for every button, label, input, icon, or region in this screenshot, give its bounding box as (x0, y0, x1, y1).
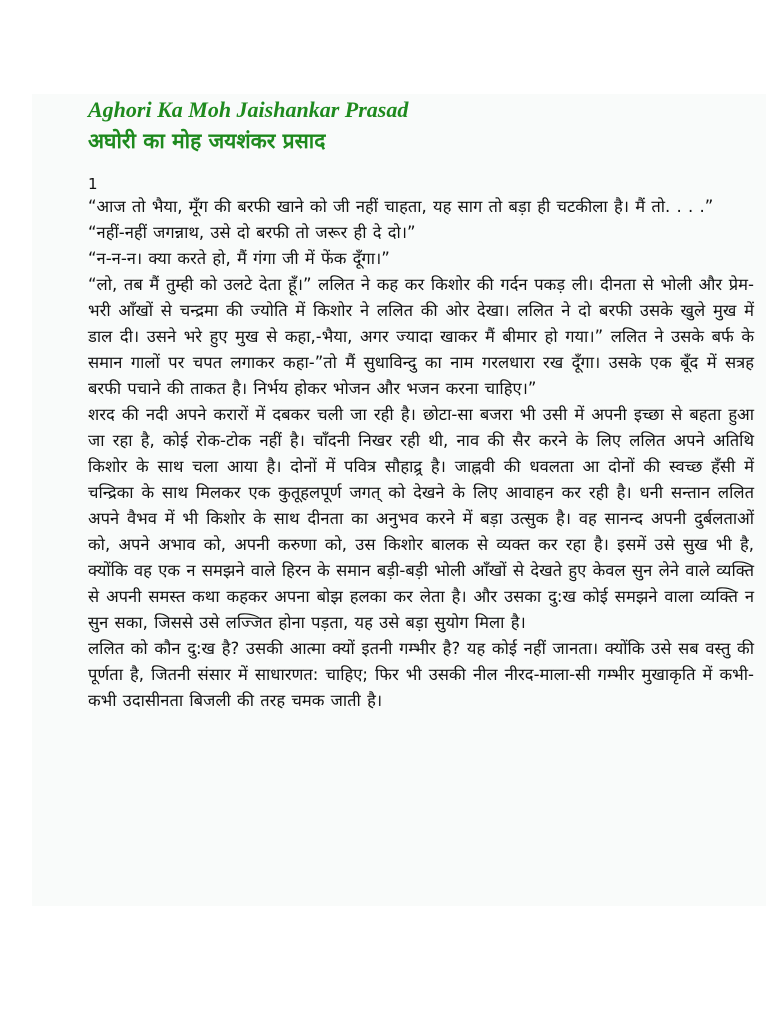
paragraph-5: शरद की नदी अपने करारों में दबकर चली जा रही है। छोटा-सा बजरा भी उसी में अपनी इच्छा से बहता हुआ जा रहा है, कोई रोक-टोक नहीं है। चाँदनी निखर रही थी, नाव की सैर करने के लिए ललित अपने अतिथि किशोर के साथ चला आया है। दोनों में पवित्र सौहाद्र्र है। जाह्नवी की धवलता आ दोनों की स्वच्छ हँसी में चन्द्रिका के साथ मिलकर एक कुतूहलपूर्ण जगत् को देखने के लिए आवाहन कर रही है। धनी सन्तान ललित अपने वैभव में भी किशोर के साथ दीनता का अनुभव करने में बड़ा उत्सुक है। वह सानन्द अपनी दुर्बलताओं को, अपने अभाव को, अपनी करुणा को, उस किशोर बालक से व्यक्त कर रहा है। इसमें उसे सुख भी है, क्योंकि वह एक न समझने वाले हिरन के समान बड़ी-बड़ी भोली आँखों से देखते हुए केवल सुन लेने वाले व्यक्ति से अपनी समस्त कथा कहकर अपना बोझ हलका कर लेता है। और उसका दु:ख कोई समझने वाला व्यक्ति न सुन सका, जिससे उसे लज्जित होना पड़ता, यह उसे बड़ा सुयोग मिला है। (88, 405, 754, 632)
paragraph-4: “लो, तब मैं तुम्ही को उलटे देता हूँ।” ललित ने कह कर किशोर की गर्दन पकड़ ली। दीनता से भोली और प्रेम-भरी आँखों से चन्द्रमा की ज्योति में किशोर ने ललित की ओर देखा। ललित ने दो बरफी उसके खुले मुख में डाल दी। उसने भरे हुए मुख से कहा,-भैया, अगर ज्यादा खाकर मैं बीमार हो गया।” ललित ने उसके बर्फ के समान गालों पर चपत लगाकर कहा-”तो मैं सुधाविन्दु का नाम गरलधारा रख दूँगा। उसके एक बूँद में सत्रह बरफी पचाने की ताकत है। निर्भय होकर भोजन और भजन करना चाहिए।” (88, 275, 754, 398)
paragraph-3: “न-न-न। क्या करते हो, मैं गंगा जी में फेंक दूँगा।” (88, 249, 390, 268)
chapter-number: 1 (88, 175, 98, 193)
title-hindi: अघोरी का मोह जयशंकर प्रसाद (88, 129, 326, 153)
paragraph-6: ललित को कौन दु:ख है? उसकी आत्मा क्यों इतनी गम्भीर है? यह कोई नहीं जानता। क्योंकि उसे सब वस्तु की पूर्णता है, जितनी संसार में साधारणत: चाहिए; फिर भी उसकी नील नीरद-माला-सी गम्भीर मुखाकृति में कभी-कभी उदासीनता बिजली की तरह चमक जाती है। (88, 639, 754, 710)
title-english: Aghori Ka Moh Jaishankar Prasad (88, 97, 409, 122)
paragraph-2: “नहीं-नहीं जगन्नाथ, उसे दो बरफी तो जरूर ही दे दो।” (88, 223, 416, 242)
paragraph-1: “आज तो भैया, मूँग की बरफी खाने को जी नहीं चाहता, यह साग तो बड़ा ही चटकीला है। मैं तो. . . .” (88, 197, 714, 216)
document-body (88, 96, 754, 714)
